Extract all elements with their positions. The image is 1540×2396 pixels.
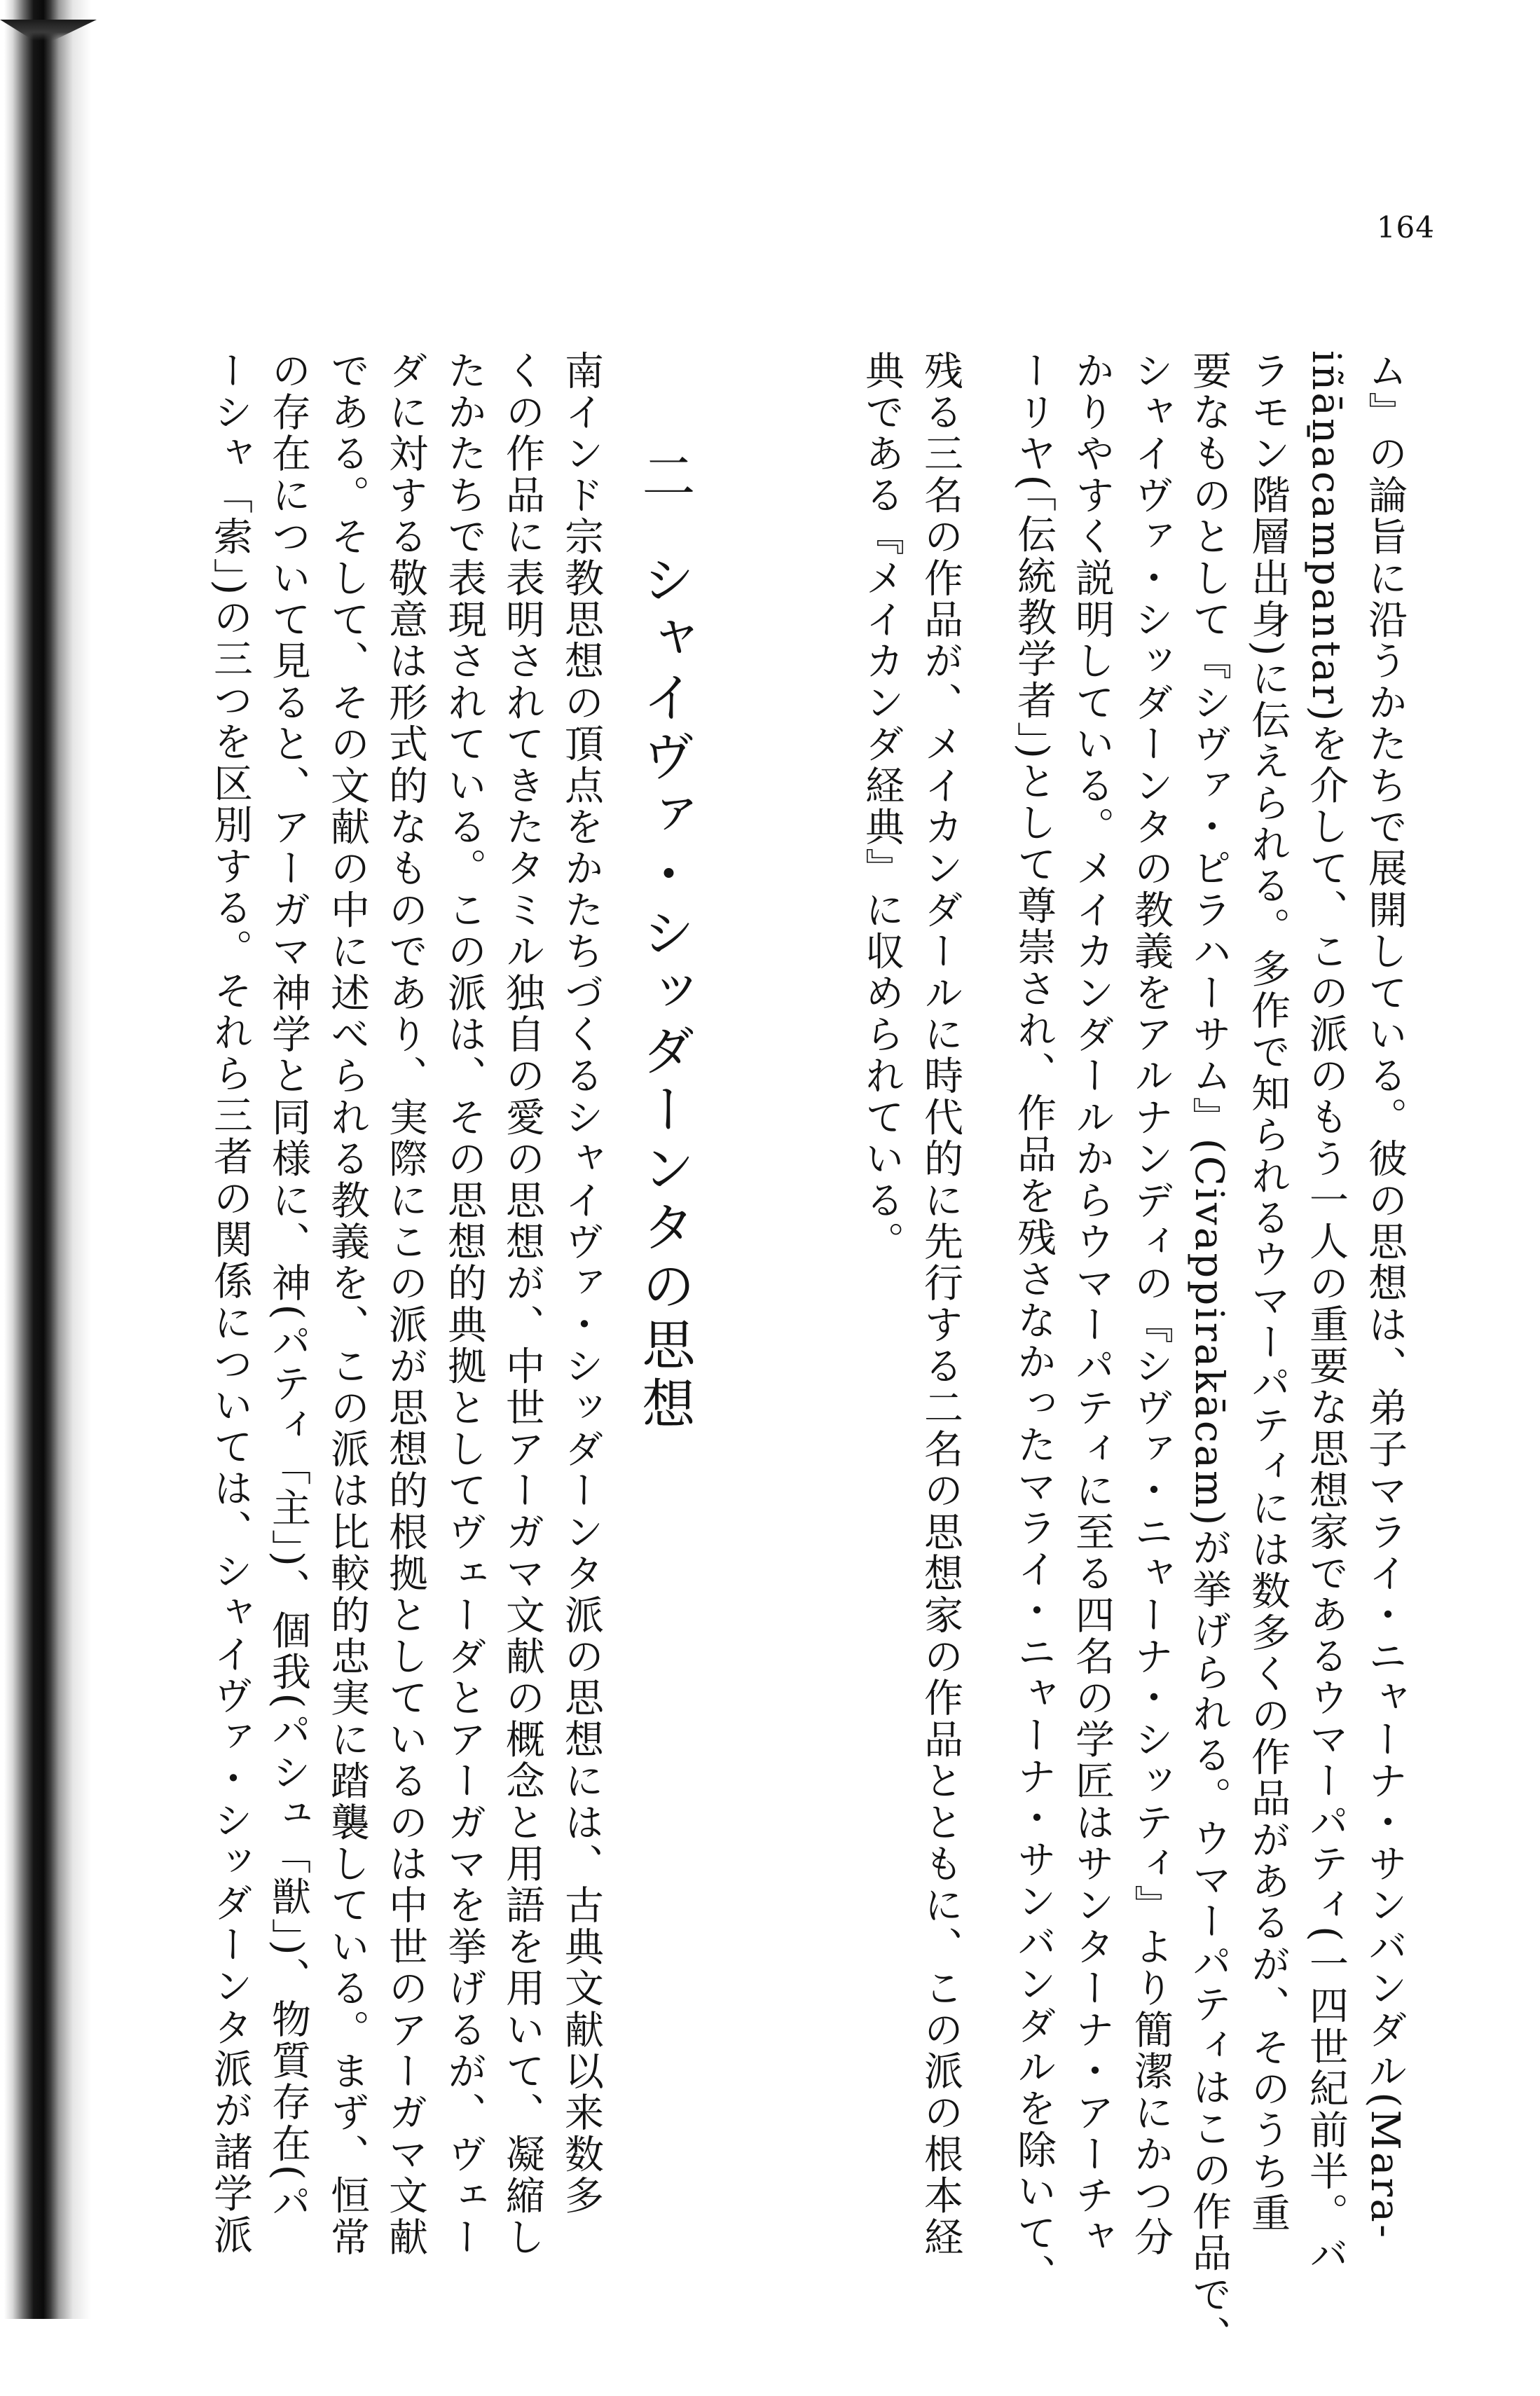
text-column: シャイヴァ・シッダーンタの教義をアルナンディの『シヴァ・ニャーナ・シッティ』より簡潔にかつ分 xyxy=(1128,350,1174,2259)
page-number: 164 xyxy=(1376,210,1435,245)
text-column: 典である『メイカンダ経典』に収められている。 xyxy=(859,350,905,1263)
text-column: ム』の論旨に沿うかたちで展開している。彼の思想は、弟子マライ・ニャーナ・サンバンダル(Mara- xyxy=(1362,350,1408,2240)
text-column: かりやすく説明している。メイカンダールからウマーパティに至る四名の学匠はサンターナ・アーチャ xyxy=(1069,350,1115,2259)
text-column: ーリヤ(「伝統教学者」)として尊崇され、作品を残さなかったマライ・ニャーナ・サンバンダルを除いて、 xyxy=(1011,350,1057,2296)
text-column: ーシャ「索」)の三つを区別する。それら三者の関係については、シャイヴァ・シッダーンタ派が諸学派 xyxy=(207,350,253,2257)
text-column: 残る三名の作品が、メイカンダールに時代的に先行する二名の思想家の作品とともに、この派の根本経 xyxy=(918,350,963,2259)
book-spine-shadow xyxy=(0,0,105,2319)
section-heading xyxy=(622,448,699,1435)
text-column: iñāṉacampantar)を介して、この派のもう一人の重要な思想家であるウマーパティ(一四世紀前半。バ xyxy=(1303,350,1349,2275)
text-column: ダに対する敬意は形式的なものであり、実際にこの派が思想的根拠としているのは中世のアーガマ文献 xyxy=(383,350,428,2259)
section-number: 二 xyxy=(633,448,696,503)
text-column: である。そして、その文献の中に述べられる教義を、この派は比較的忠実に踏襲している。まず、恒常 xyxy=(324,350,370,2259)
text-column: の存在について見ると、アーガマ神学と同様に、神(パティ「主」)、個我(パシュ「獣」)、物質存在(パ xyxy=(266,350,311,2224)
text-column: くの作品に表明されてきたタミル独自の愛の思想が、中世アーガマ文献の概念と用語を用いて、凝縮し xyxy=(500,350,545,2259)
text-column: ラモン階層出身)に伝えられる。多作で知られるウマーパティには数多くの作品があるが、そのうち重 xyxy=(1245,350,1291,2235)
text-column: たかたちで表現されている。この派は、その思想的典拠としてヴェーダとアーガマを挙げるが、ヴェー xyxy=(441,350,487,2259)
text-column: 南インド宗教思想の頂点をかたちづくるシャイヴァ・シッダーンタ派の思想には、古典文献以来数多 xyxy=(558,350,604,2217)
section-title: シャイヴァ・シッダーンタの思想 xyxy=(633,552,696,1435)
text-column: 要なものとして『シヴァ・ピラハーサム』(Civappirakācam)が挙げられる。ウマーパティはこの作品で、 xyxy=(1186,350,1232,2357)
